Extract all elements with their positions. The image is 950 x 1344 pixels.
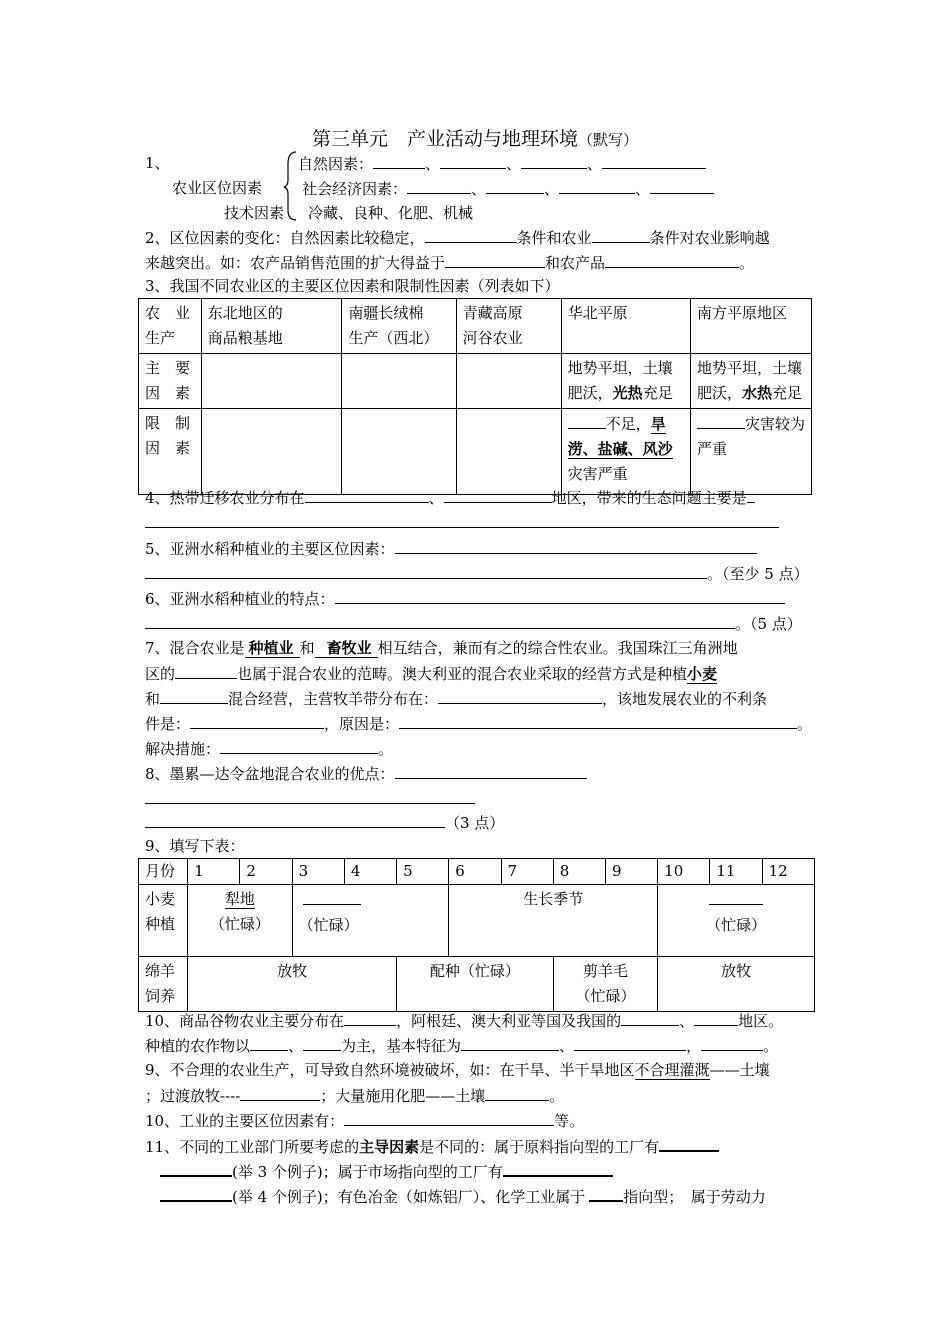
sheep-shear-cell: 剪羊毛 （忙碌） [553, 957, 657, 1012]
table-header-cell: 华北平原 [561, 299, 690, 354]
q7-line2: 区的 也属于混合农业的范畴。澳大利亚的混合农业采取的经营方式是种植小麦 [145, 661, 717, 686]
q3-heading: 3、我国不同农业区的主要区位因素和限制性因素（列表如下） [145, 277, 560, 295]
answer-blank[interactable] [335, 586, 785, 604]
answer-blank[interactable] [592, 225, 650, 243]
q1-natural-line: 自然因素： 、 、 、 [298, 151, 706, 176]
month-cell: 1 [188, 859, 240, 885]
table-cell: 灾害较为 严重 [690, 409, 811, 495]
table-cell[interactable] [342, 409, 456, 495]
answer-blank[interactable] [444, 485, 552, 503]
q10-line2: 种植的农作物以 、 为主，基本特征为 、 ， 。 [145, 1033, 778, 1058]
answer-blank[interactable] [373, 151, 425, 169]
q1-label: 农业区位因素 [172, 179, 263, 197]
q4-line1: 4、热带迁移农业分布在 、 地区，带来的生态问题主要是 [145, 485, 755, 510]
answer-blank[interactable] [145, 810, 445, 828]
answer-blank[interactable] [621, 1008, 679, 1026]
answer-blank[interactable] [240, 1083, 320, 1101]
answer-blank[interactable] [701, 1033, 763, 1051]
answer-blank[interactable] [709, 887, 763, 905]
answer-blank[interactable] [589, 1183, 623, 1202]
table-header-cell: 南方平原地区 [690, 299, 811, 354]
table-cell[interactable] [201, 354, 342, 409]
answer-blank[interactable] [305, 485, 429, 503]
sheep-breed-cell: 配种（忙碌） [397, 957, 554, 1012]
answer-blank[interactable] [461, 1033, 559, 1051]
page-title [0, 124, 950, 151]
table-cell: 地势平坦，土壤 肥沃，光热充足 [561, 354, 690, 409]
answer-blank[interactable] [399, 711, 797, 729]
table-row-label: 主 要 因 素 [139, 354, 202, 409]
sheep-graze-cell: 放牧 [188, 957, 397, 1012]
answer-blank[interactable] [697, 411, 745, 429]
q11-line1: 11、不同的工业部门所要考虑的主导因素是不同的：属于原料指向型的工厂有 [145, 1133, 719, 1159]
answer-blank[interactable] [160, 686, 228, 704]
q2-line2: 来越突出。如：农产品销售范围的扩大得益于 和农产品 。 [145, 250, 754, 275]
q1-number: 1、 [145, 154, 170, 172]
q1-tech-items: 冷藏、良种、化肥、机械 [308, 204, 474, 222]
wheat-blank-cell: （忙碌） [658, 885, 815, 957]
answer-blank[interactable] [747, 485, 755, 503]
title-suffix: （默写） [578, 131, 639, 149]
q7-line1: 7、混合农业是 种植业 和 畜牧业 相互结合，兼而有之的综合性农业。我国珠江三角洲地 [145, 639, 738, 657]
answer-blank[interactable] [605, 250, 739, 268]
answer-blank[interactable] [503, 1158, 613, 1177]
table-cell[interactable] [456, 409, 561, 495]
answer-blank[interactable] [160, 1158, 232, 1177]
q5-line2: 。（至少 5 点） [145, 561, 809, 586]
wheat-plough-cell: 犁地 （忙碌） [188, 885, 292, 957]
answer-blank[interactable] [438, 686, 602, 704]
answer-blank[interactable] [445, 250, 545, 268]
table-cell[interactable] [456, 354, 561, 409]
month-label-cell: 月份 [139, 859, 188, 885]
q8-line2 [145, 786, 475, 811]
table-cell: 地势平坦，土壤 肥沃，水热充足 [690, 354, 811, 409]
q10-line1: 10、商品谷物农业主要分布在 ，阿根廷、澳大利亚等国及我国的 、 地区。 [145, 1008, 783, 1033]
row-label-cell: 小麦 种植 [139, 885, 188, 957]
q2-line1: 2、区位因素的变化：自然因素比较稳定， 条件和农业 条件对农业影响越 [145, 225, 770, 250]
month-cell: 2 [240, 859, 292, 885]
sheep-graze-cell: 放牧 [658, 957, 815, 1012]
q8-line3: （3 点） [145, 810, 504, 835]
table-cell[interactable] [201, 409, 342, 495]
q9-heading: 9、填写下表： [145, 837, 245, 855]
answer-blank[interactable] [344, 1108, 554, 1126]
answer-blank[interactable] [650, 176, 714, 194]
q6-line2: 。（5 点） [145, 611, 802, 636]
q9b-line1: 9、不合理的农业生产，可导致自然环境被破坏，如：在干旱、半干旱地区不合理灌溉——土壤 [145, 1061, 770, 1079]
month-cell: 6 [449, 859, 501, 885]
answer-blank[interactable] [568, 411, 606, 429]
q1-tech-label: 技术因素 [224, 204, 285, 222]
answer-blank[interactable] [440, 151, 506, 169]
q9b-line2: ；过渡放牧---- ；大量施用化肥——土壤 。 [145, 1083, 564, 1108]
month-cell: 12 [762, 859, 814, 885]
answer-blank[interactable] [407, 176, 471, 194]
month-cell: 10 [658, 859, 710, 885]
answer-blank[interactable] [250, 1033, 288, 1051]
table-header-cell: 青藏高原 河谷农业 [456, 299, 561, 354]
answer-blank[interactable] [190, 711, 324, 729]
q5-line1: 5、亚洲水稻种植业的主要区位因素： [145, 536, 757, 561]
month-cell: 8 [553, 859, 605, 885]
answer-blank[interactable] [145, 611, 735, 629]
answer-blank[interactable] [395, 536, 757, 554]
wheat-blank-cell: （忙碌） [292, 885, 449, 957]
answer-blank[interactable] [344, 1008, 396, 1026]
q7-line3: 和 混合经营，主营牧羊带分布在： ，该地发展农业的不利条 [145, 686, 767, 711]
answer-blank[interactable] [145, 561, 707, 579]
q11-line3: (举 4 个例子)；有色冶金（如炼铝厂）、化学工业属于 指向型； 属于劳动力 [160, 1183, 766, 1209]
wheat-grow-cell: 生长季节 [449, 885, 658, 957]
answer-blank[interactable] [574, 1033, 686, 1051]
answer-blank[interactable] [145, 786, 475, 804]
title-text: 第三单元 产业活动与地理环境 [311, 128, 578, 150]
table-row-label: 限 制 因 素 [139, 409, 202, 495]
q8-line1: 8、墨累—达令盆地混合农业的优点： [145, 761, 587, 786]
month-cell: 4 [344, 859, 396, 885]
farm-calendar-table [138, 858, 815, 1012]
month-cell: 5 [397, 859, 449, 885]
table-cell[interactable] [342, 354, 456, 409]
answer-blank[interactable] [486, 176, 544, 194]
answer-blank[interactable] [160, 1183, 232, 1202]
table-header-cell: 南疆长绒棉 生产（西北） [342, 299, 456, 354]
answer-blank[interactable] [145, 510, 779, 528]
brace-icon [283, 150, 299, 222]
answer-blank[interactable] [395, 761, 587, 779]
answer-blank[interactable] [425, 225, 517, 243]
answer-blank[interactable] [220, 736, 378, 754]
answer-blank[interactable] [303, 1033, 341, 1051]
table-header-cell: 农 业 生产 [139, 299, 202, 354]
answer-blank[interactable] [303, 887, 361, 905]
answer-blank[interactable] [485, 1083, 549, 1101]
q6-line1: 6、亚洲水稻种植业的特点： [145, 586, 785, 611]
q4-line2 [145, 510, 779, 535]
q11-line2: (举 3 个例子)；属于市场指向型的工厂有 [160, 1158, 613, 1184]
answer-blank[interactable] [694, 1008, 738, 1026]
row-label-cell: 绵羊 饲养 [139, 957, 188, 1012]
q7-line4: 件是： ，原因是： 。 [145, 711, 812, 736]
q10b-line: 10、工业的主要区位因素有： 等。 [145, 1108, 584, 1133]
table-header-cell: 东北地区的 商品粮基地 [201, 299, 342, 354]
agri-region-table [138, 298, 812, 495]
q7-line5: 解决措施： 。 [145, 736, 393, 761]
answer-blank[interactable] [659, 1133, 719, 1152]
month-cell: 9 [605, 859, 657, 885]
month-cell: 7 [501, 859, 553, 885]
answer-blank[interactable] [559, 176, 635, 194]
answer-blank[interactable] [602, 151, 706, 169]
month-cell: 11 [710, 859, 762, 885]
q1-social-line: 社会经济因素： 、 、 、 [302, 176, 714, 201]
answer-blank[interactable] [175, 661, 237, 679]
table-cell: 不足，旱 涝、盐碱、风沙 灾害严重 [561, 409, 690, 495]
month-cell: 3 [292, 859, 344, 885]
answer-blank[interactable] [521, 151, 587, 169]
